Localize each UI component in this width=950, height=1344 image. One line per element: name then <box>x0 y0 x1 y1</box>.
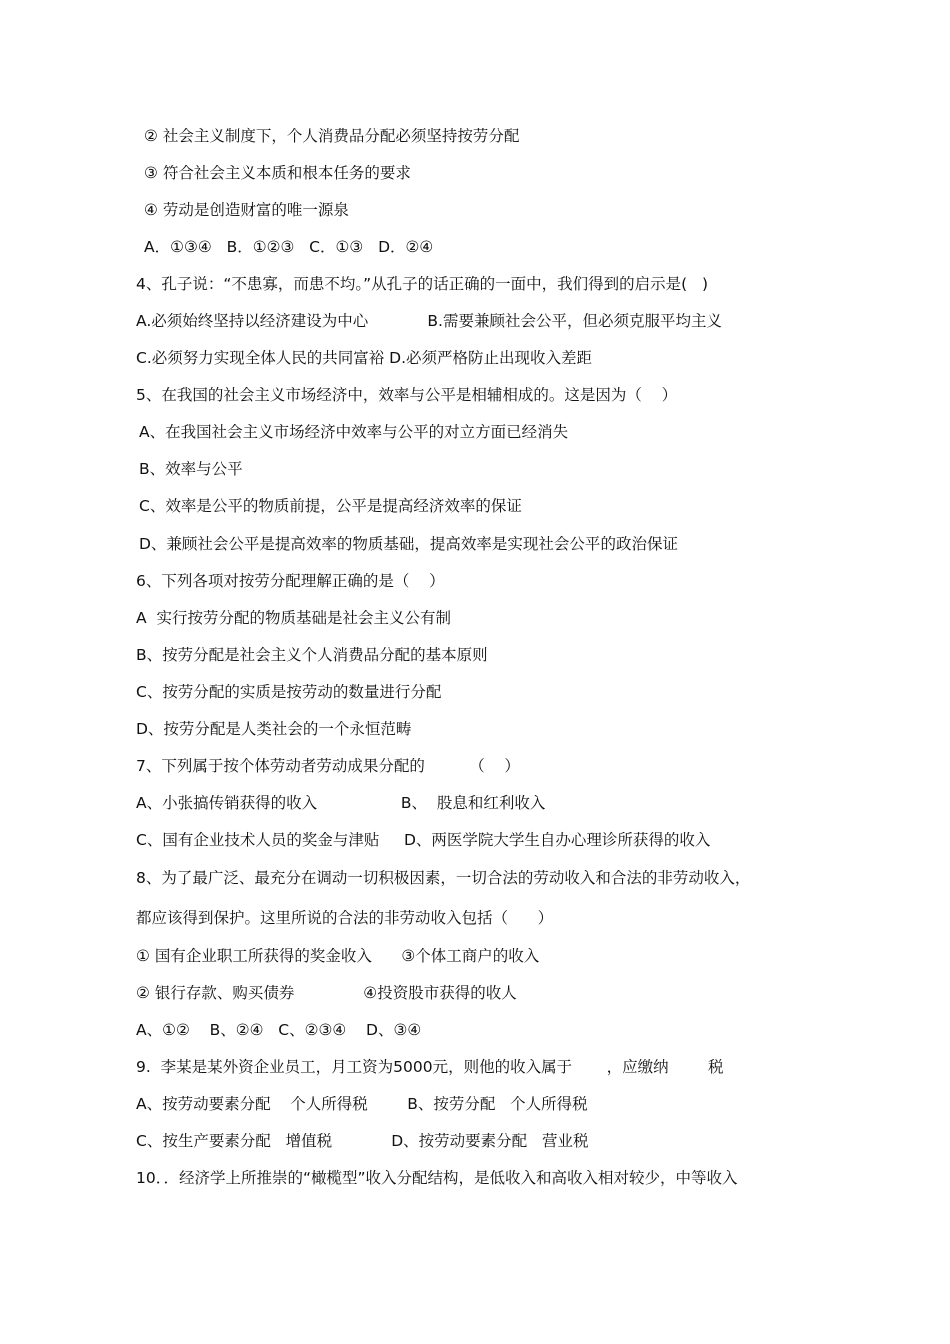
answer-choice: C、按劳分配的实质是按劳动的数量进行分配 <box>136 683 442 701</box>
option-line: ② 社会主义制度下，个人消费品分配必须坚持按劳分配 <box>144 127 520 145</box>
question-9: 9. 李某是某外资企业员工，月工资为5000元，则他的收入属于 ，应缴纳 税 <box>136 1058 724 1076</box>
answer-choices: C、按生产要素分配 增值税 D、按劳动要素分配 营业税 <box>136 1132 589 1150</box>
answer-choices: C、国有企业技术人员的奖金与津贴 D、两医学院大学生自办心理诊所获得的收入 <box>136 831 711 849</box>
answer-choice: A、在我国社会主义市场经济中效率与公平的对立方面已经消失 <box>139 423 569 441</box>
question-8-continued: 都应该得到保护。这里所说的合法的非劳动收入包括（ ） <box>136 909 554 927</box>
answer-choices: A、①② B、②④ C、②③④ D、③④ <box>136 1021 422 1039</box>
question-8: 8、为了最广泛、最充分在调动一切积极因素，一切合法的劳动收入和合法的非劳动收入， <box>136 869 751 887</box>
answer-choices: A、小张搞传销获得的收入 B、 股息和红利收入 <box>136 794 546 812</box>
question-4: 4、孔子说：“不患寡，而患不均。”从孔子的话正确的一面中，我们得到的启示是( ) <box>136 275 709 293</box>
question-6: 6、下列各项对按劳分配理解正确的是（ ） <box>136 572 445 590</box>
answer-choice: B、效率与公平 <box>139 460 243 478</box>
question-7: 7、下列属于按个体劳动者劳动成果分配的 （ ） <box>136 757 520 775</box>
option-line: ② 银行存款、购买债券 ④投资股市获得的收人 <box>136 984 517 1002</box>
answer-choice: A 实行按劳分配的物质基础是社会主义公有制 <box>136 609 451 627</box>
answer-choices: C.必须努力实现全体人民的共同富裕 D.必须严格防止出现收入差距 <box>136 349 593 367</box>
question-10: 10．．经济学上所推崇的“橄榄型”收入分配结构，是低收入和高收入相对较少，中等收入 <box>136 1169 738 1187</box>
answer-choice: D、按劳分配是人类社会的一个永恒范畴 <box>136 720 412 738</box>
option-line: ① 国有企业职工所获得的奖金收入 ③个体工商户的收入 <box>136 947 540 965</box>
answer-choice: C、效率是公平的物质前提，公平是提高经济效率的保证 <box>139 497 522 515</box>
answer-choices: A、按劳动要素分配 个人所得税 B、按劳分配 个人所得税 <box>136 1095 588 1113</box>
answer-choices: A．①③④ B．①②③ C．①③ D．②④ <box>144 238 434 256</box>
question-5: 5、在我国的社会主义市场经济中，效率与公平是相辅相成的。这是因为（ ） <box>136 386 678 404</box>
option-line: ④ 劳动是创造财富的唯一源泉 <box>144 201 349 219</box>
answer-choice: B、按劳分配是社会主义个人消费品分配的基本原则 <box>136 646 488 664</box>
answer-choices: A.必须始终坚持以经济建设为中心 B.需要兼顾社会公平，但必须克服平均主义 <box>136 312 722 330</box>
answer-choice: D、兼顾社会公平是提高效率的物质基础，提高效率是实现社会公平的政治保证 <box>139 535 678 553</box>
option-line: ③ 符合社会主义本质和根本任务的要求 <box>144 164 411 182</box>
